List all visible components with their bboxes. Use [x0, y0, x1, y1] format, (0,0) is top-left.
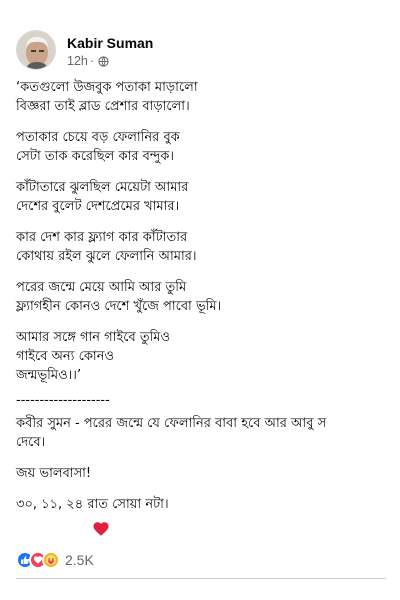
stanza — [16, 128, 400, 166]
poem-line: গাইবে অন্য কোনও — [16, 349, 115, 364]
text-divider: -------------------- — [16, 393, 110, 408]
poem-line: ‘কতগুলো উজবুক পতাকা মাড়ালো — [16, 80, 198, 95]
author-name[interactable]: Kabir Suman — [67, 35, 154, 51]
poem-line: কার দেশ কার ফ্ল্যাগ কার কাঁটাতার — [16, 230, 188, 245]
avatar[interactable] — [16, 30, 56, 70]
stanza — [16, 228, 400, 266]
reaction-summary[interactable] — [16, 550, 94, 570]
stanza — [16, 278, 400, 316]
closing-note — [16, 414, 400, 452]
post-time[interactable]: 12h — [67, 54, 88, 68]
poem-line: কাঁটাতারে ঝুলছিল মেয়েটা আমার — [16, 180, 189, 195]
stanza — [16, 78, 400, 116]
post-header — [16, 30, 396, 74]
divider — [16, 578, 386, 579]
reaction-count[interactable]: 2.5K — [65, 552, 94, 568]
poem-line: কোথায় রইল ঝুলে ফেলানি আমার। — [16, 249, 197, 264]
poem-line: জন্মভূমিও।।’ — [16, 368, 82, 383]
poem-line: আমার সঙ্গে গান গাইবে তুমিও — [16, 330, 171, 345]
stanza — [16, 328, 400, 385]
poem-line: পরের জন্মে মেয়ে আমি আর তুমি — [16, 280, 187, 295]
post-body — [16, 78, 400, 526]
sign-off — [16, 464, 400, 483]
date-note — [16, 495, 400, 514]
globe-icon[interactable] — [98, 56, 109, 67]
poem-line: বিজ্ঞরা তাই ব্লাড প্রেশার বাড়ালো। — [16, 99, 190, 114]
sign-off-text: জয় ভালবাসা! — [16, 466, 92, 481]
heart-icon — [92, 520, 112, 540]
poem-line: ফ্ল্যাগহীন কোনও দেশে খুঁজে পাবো ভূমি। — [16, 299, 222, 314]
poem-line: পতাকার চেয়ে বড় ফেলানির বুক — [16, 130, 180, 145]
meta-separator: · — [89, 54, 95, 68]
closing-line: দেবে। — [16, 435, 46, 450]
post-meta — [67, 54, 109, 68]
poem-line: সেটা তাক করেছিল কার বন্দুক। — [16, 149, 175, 164]
closing-line: কবীর সুমন - পরের জন্মে যে ফেলানির বাবা হবে আর আবু স — [16, 416, 327, 431]
stanza — [16, 178, 400, 216]
care-icon — [42, 551, 60, 569]
date-line: ৩০, ১১, ২৪ রাত সোয়া নটা। — [16, 497, 169, 512]
poem-line: দেশের বুলেট দেশপ্রেমের খামার। — [16, 199, 180, 214]
avatar-photo — [17, 31, 56, 70]
